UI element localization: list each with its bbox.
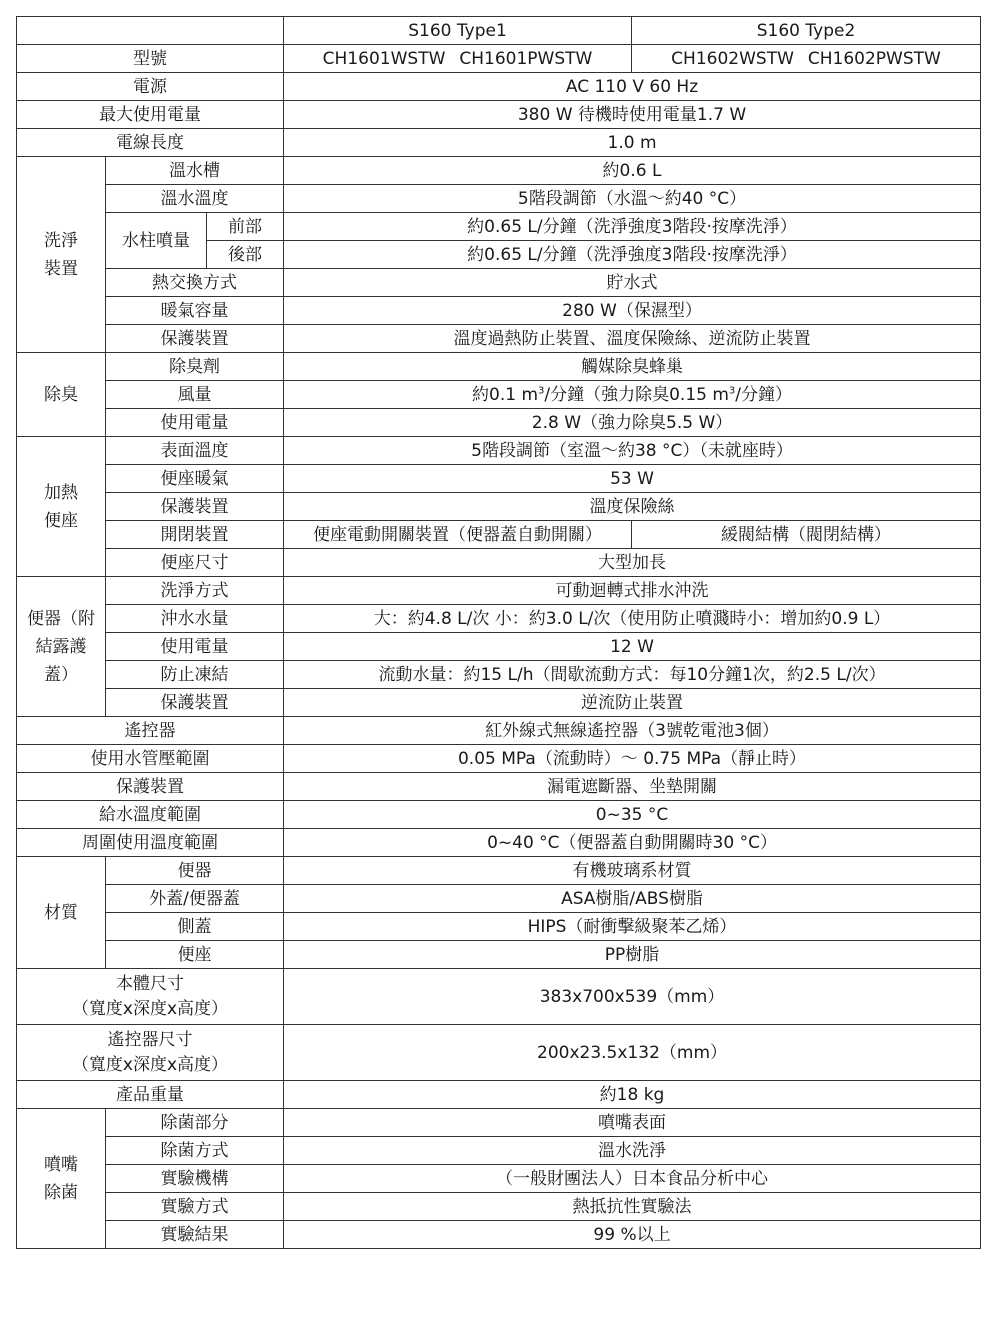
- row-label: 洗淨方式: [106, 577, 284, 605]
- table-row: [17, 1221, 981, 1249]
- row-label: 溫水槽: [106, 157, 284, 185]
- row-value: 貯水式: [284, 269, 981, 297]
- row-value: 200x23.5x132（mm）: [284, 1025, 981, 1081]
- model-code: CH1601PWSTW: [459, 48, 593, 69]
- table-row: [17, 577, 981, 605]
- row-label: [17, 969, 284, 1025]
- row-label: 使用電量: [106, 633, 284, 661]
- row-value: 12 W: [284, 633, 981, 661]
- row-label: 給水溫度範圍: [17, 801, 284, 829]
- table-row: [17, 465, 981, 493]
- type2-models: [632, 45, 981, 73]
- model-code: CH1601WSTW: [322, 48, 446, 69]
- row-value: 紅外線式無線遙控器（3號乾電池3個）: [284, 717, 981, 745]
- table-row: [17, 549, 981, 577]
- table-row: [17, 661, 981, 689]
- row-value: 噴嘴表面: [284, 1109, 981, 1137]
- table-row: [17, 969, 981, 1025]
- row-value: 99 %以上: [284, 1221, 981, 1249]
- label-line: 遙控器尺寸: [107, 1029, 193, 1050]
- row-value: 1.0 m: [284, 129, 981, 157]
- row-value: AC 110 V 60 Hz: [284, 73, 981, 101]
- row-value: 大：約4.8 L/次 小：約3.0 L/次（使用防止噴濺時小：增加約0.9 L）: [284, 605, 981, 633]
- row-value: 約0.65 L/分鐘（洗淨強度3階段‧按摩洗淨）: [284, 241, 981, 269]
- table-row: [17, 101, 981, 129]
- table-row: [17, 829, 981, 857]
- row-label: 風量: [106, 381, 284, 409]
- row-label: 實驗方式: [106, 1193, 284, 1221]
- group-label-material: 材質: [17, 857, 106, 969]
- table-row: [17, 353, 981, 381]
- row-label: [17, 1025, 284, 1081]
- row-label: 防止凍結: [106, 661, 284, 689]
- row-label: 最大使用電量: [17, 101, 284, 129]
- row-label: 使用水管壓範圍: [17, 745, 284, 773]
- row-label: 實驗結果: [106, 1221, 284, 1249]
- row-value: 大型加長: [284, 549, 981, 577]
- row-label: 除菌方式: [106, 1137, 284, 1165]
- row-value: 5階段調節（水溫～約40 °C）: [284, 185, 981, 213]
- row-label: 熱交換方式: [106, 269, 284, 297]
- airflow-b: /分鐘（強力除臭0.15 m: [544, 384, 729, 405]
- table-row: [17, 885, 981, 913]
- table-row: [17, 493, 981, 521]
- table-row: [17, 801, 981, 829]
- group-label-seat: 加熱便座: [17, 437, 106, 577]
- table-row: [17, 717, 981, 745]
- row-label: 便座暖氣: [106, 465, 284, 493]
- group-label-wash: 洗淨裝置: [17, 157, 106, 353]
- row-label: 便座尺寸: [106, 549, 284, 577]
- table-row: [17, 633, 981, 661]
- airflow-a: 約0.1 m: [472, 384, 538, 405]
- row-value: 5階段調節（室溫～約38 °C）（未就座時）: [284, 437, 981, 465]
- model-label: 型號: [17, 45, 284, 73]
- table-row: [17, 409, 981, 437]
- row-label: 保護裝置: [17, 773, 284, 801]
- type2-header: S160 Type2: [632, 17, 981, 45]
- table-row: [17, 185, 981, 213]
- row-value: 280 W（保濕型）: [284, 297, 981, 325]
- airflow-sup: 3: [728, 384, 736, 396]
- row-label: 周圍使用溫度範圍: [17, 829, 284, 857]
- row-label: 暖氣容量: [106, 297, 284, 325]
- row-label: 遙控器: [17, 717, 284, 745]
- table-row: [17, 1137, 981, 1165]
- group-label-deodor: 除臭: [17, 353, 106, 437]
- table-row: [17, 73, 981, 101]
- table-row: [17, 521, 981, 549]
- row-label: 表面溫度: [106, 437, 284, 465]
- table-row: [17, 213, 981, 241]
- row-label: 電線長度: [17, 129, 284, 157]
- row-value: 0~35 °C: [284, 801, 981, 829]
- row-label: 保護裝置: [106, 493, 284, 521]
- row-label: 側蓋: [106, 913, 284, 941]
- row-value: 約0.65 L/分鐘（洗淨強度3階段‧按摩洗淨）: [284, 213, 981, 241]
- row-label: 開閉裝置: [106, 521, 284, 549]
- row-label: 外蓋/便器蓋: [106, 885, 284, 913]
- row-value: 溫度過熱防止裝置、溫度保險絲、逆流防止裝置: [284, 325, 981, 353]
- row-value: [284, 381, 981, 409]
- row-label: 沖水水量: [106, 605, 284, 633]
- label-line: （寬度x深度x高度）: [71, 998, 229, 1019]
- row-value: 溫度保險絲: [284, 493, 981, 521]
- row-value: 流動水量：約15 L/h（間歇流動方式：每10分鐘1次，約2.5 L/次）: [284, 661, 981, 689]
- row-label: 溫水溫度: [106, 185, 284, 213]
- label-line: （寬度x深度x高度）: [71, 1054, 229, 1075]
- spec-table: [16, 16, 981, 1249]
- table-row: [17, 381, 981, 409]
- group-label-nozzle: 噴嘴除菌: [17, 1109, 106, 1249]
- row-label: 前部: [207, 213, 284, 241]
- row-value: 0~40 °C（便器蓋自動開關時30 °C）: [284, 829, 981, 857]
- row-label: 使用電量: [106, 409, 284, 437]
- table-row: [17, 773, 981, 801]
- table-row: [17, 1109, 981, 1137]
- row-value: 0.05 MPa（流動時）～ 0.75 MPa（靜止時）: [284, 745, 981, 773]
- row-value: 觸媒除臭蜂巢: [284, 353, 981, 381]
- row-value: PP樹脂: [284, 941, 981, 969]
- table-row: [17, 157, 981, 185]
- row-value: 溫水洗淨: [284, 1137, 981, 1165]
- row-value: 逆流防止裝置: [284, 689, 981, 717]
- row-value: 383x700x539（mm）: [284, 969, 981, 1025]
- airflow-c: /分鐘）: [735, 384, 793, 405]
- row-label: 實驗機構: [106, 1165, 284, 1193]
- table-row: [17, 1081, 981, 1109]
- table-row: [17, 745, 981, 773]
- spray-label: 水柱噴量: [106, 213, 207, 269]
- table-row: [17, 913, 981, 941]
- row-value-type1: 便座電動開關裝置（便器蓋自動開關）: [284, 521, 632, 549]
- table-row: [17, 605, 981, 633]
- row-value: 有機玻璃系材質: [284, 857, 981, 885]
- label-line: 本體尺寸: [116, 973, 184, 994]
- header-corner: [17, 17, 284, 45]
- row-label: 除臭劑: [106, 353, 284, 381]
- row-value: 漏電遮斷器、坐墊開關: [284, 773, 981, 801]
- row-value: 可動迴轉式排水沖洗: [284, 577, 981, 605]
- row-value: 2.8 W（強力除臭5.5 W）: [284, 409, 981, 437]
- row-label: 便座: [106, 941, 284, 969]
- row-label: 後部: [207, 241, 284, 269]
- table-row: [17, 17, 981, 45]
- table-row: [17, 437, 981, 465]
- table-row: [17, 45, 981, 73]
- table-row: [17, 269, 981, 297]
- row-value: ASA樹脂/ABS樹脂: [284, 885, 981, 913]
- table-row: [17, 129, 981, 157]
- row-value: （一般財團法人）日本食品分析中心: [284, 1165, 981, 1193]
- row-value: 約18 kg: [284, 1081, 981, 1109]
- row-label: 產品重量: [17, 1081, 284, 1109]
- type1-models: [284, 45, 632, 73]
- airflow-sup: 3: [538, 384, 545, 396]
- table-row: [17, 1025, 981, 1081]
- model-code: CH1602PWSTW: [807, 48, 941, 69]
- table-row: [17, 297, 981, 325]
- table-row: [17, 1193, 981, 1221]
- model-code: CH1602WSTW: [671, 48, 794, 69]
- row-value: 約0.6 L: [284, 157, 981, 185]
- row-value: 53 W: [284, 465, 981, 493]
- table-row: [17, 941, 981, 969]
- row-label: 保護裝置: [106, 689, 284, 717]
- row-label: 除菌部分: [106, 1109, 284, 1137]
- row-label: 保護裝置: [106, 325, 284, 353]
- row-value: 380 W 待機時使用電量1.7 W: [284, 101, 981, 129]
- table-row: [17, 689, 981, 717]
- row-value: HIPS（耐衝擊級聚苯乙烯）: [284, 913, 981, 941]
- row-label: 便器: [106, 857, 284, 885]
- group-label-bowl: 便器（附結露護蓋）: [17, 577, 106, 717]
- table-row: [17, 325, 981, 353]
- row-label: 電源: [17, 73, 284, 101]
- table-row: [17, 857, 981, 885]
- row-value: 熱抵抗性實驗法: [284, 1193, 981, 1221]
- table-row: [17, 1165, 981, 1193]
- row-value-type2: 緩閥結構（閥閉結構）: [632, 521, 981, 549]
- type1-header: S160 Type1: [284, 17, 632, 45]
